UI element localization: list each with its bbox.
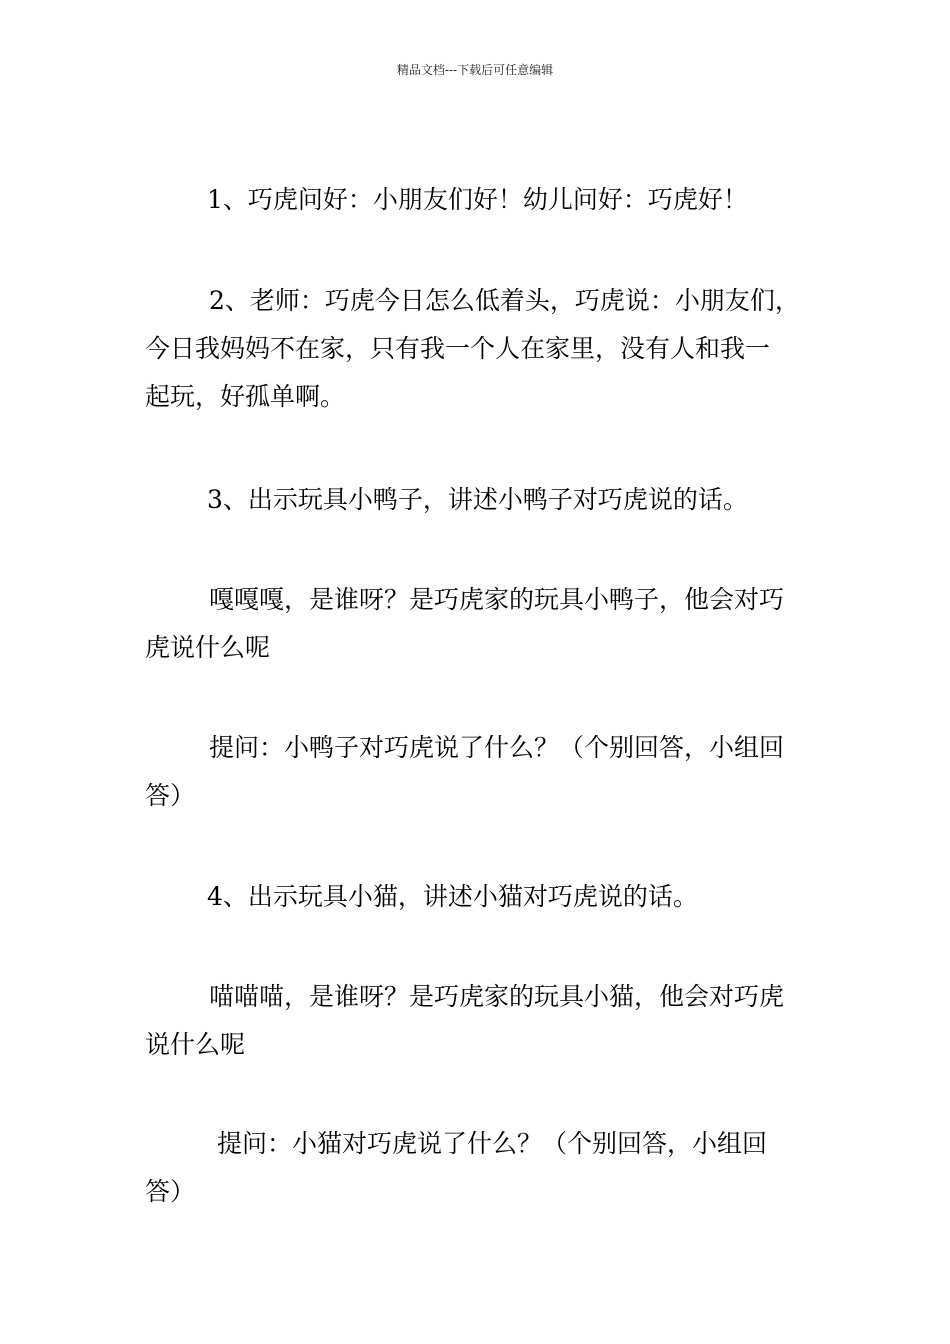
paragraph-2 [145, 277, 835, 421]
paragraph-8 [145, 1120, 835, 1216]
paragraph-1 [145, 176, 835, 224]
paragraph-line: 起玩，好孤单啊。 [145, 382, 346, 411]
paragraph-line: 2、老师：巧虎今日怎么低着头，巧虎说：小朋友们， [209, 286, 800, 315]
paragraph-line: 提问：小猫对巧虎说了什么？（个别回答，小组回 [217, 1129, 768, 1158]
paragraph-line: 答） [145, 781, 196, 810]
paragraph-line: 虎说什么呢 [145, 633, 271, 662]
paragraph-5 [145, 724, 835, 820]
paragraph-line: 嘎嘎嘎，是谁呀？是巧虎家的玩具小鸭子，他会对巧 [209, 585, 785, 614]
paragraph-3 [145, 476, 835, 524]
paragraph-line: 3、出示玩具小鸭子，讲述小鸭子对巧虎说的话。 [207, 485, 748, 514]
paragraph-line: 1、巧虎问好：小朋友们好！幼儿问好：巧虎好！ [207, 185, 748, 214]
paragraph-line: 说什么呢 [145, 1030, 246, 1059]
paragraph-6 [145, 873, 835, 921]
paragraph-4 [145, 576, 835, 672]
paragraph-line: 4、出示玩具小猫，讲述小猫对巧虎说的话。 [207, 882, 698, 911]
paragraph-7 [145, 973, 835, 1069]
page-header: 精品文档---下载后可任意编辑 [396, 63, 554, 77]
paragraph-line: 答） [145, 1177, 196, 1206]
paragraph-line: 提问：小鸭子对巧虎说了什么？（个别回答，小组回 [209, 733, 785, 762]
paragraph-line: 今日我妈妈不在家，只有我一个人在家里，没有人和我一 [145, 334, 771, 363]
paragraph-line: 喵喵喵，是谁呀？是巧虎家的玩具小猫，他会对巧虎 [209, 982, 785, 1011]
